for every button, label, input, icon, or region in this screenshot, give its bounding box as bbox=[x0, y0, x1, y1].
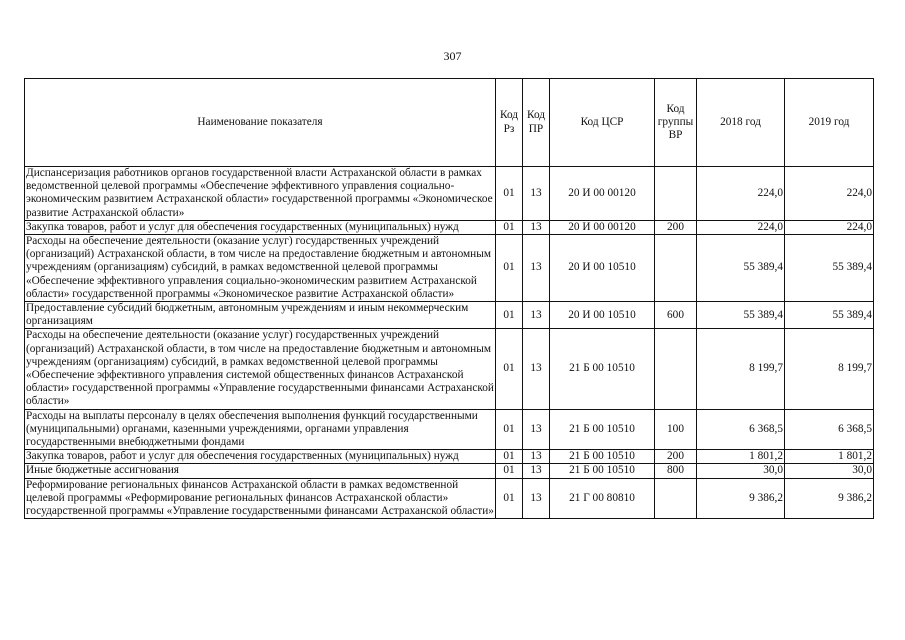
row-rz: 01 bbox=[496, 409, 523, 450]
row-name: Диспансеризация работников органов государственной власти Астраханской области в рамках ведомственной целевой программы «Обеспечение эффективного управления социально-экономическим развитием Астраханской области» государственной программы «Экономическое развитие Астраханской области» bbox=[25, 167, 496, 221]
row-2018: 55 389,4 bbox=[697, 235, 785, 302]
row-csr: 21 Б 00 10510 bbox=[550, 450, 655, 464]
row-rz: 01 bbox=[496, 464, 523, 478]
row-vr: 600 bbox=[655, 302, 697, 329]
row-vr: 200 bbox=[655, 220, 697, 234]
budget-table bbox=[24, 78, 874, 519]
row-rz: 01 bbox=[496, 329, 523, 409]
row-name: Расходы на обеспечение деятельности (оказание услуг) государственных учреждений (организаций) Астраханской области, в том числе на предоставление бюджетным и автономным учреждениям (организациям) субсидий, в рамках ведомственной целевой программы «Обеспечение эффективного управления социально-экономическим развитием Астраханской области» государственной программы «Экономическое развитие Астраханской области» bbox=[25, 235, 496, 302]
row-pr: 13 bbox=[523, 220, 550, 234]
header-name: Наименование показателя bbox=[25, 79, 496, 167]
header-2018: 2018 год bbox=[697, 79, 785, 167]
row-2019: 224,0 bbox=[785, 167, 874, 221]
header-pr: Код ПР bbox=[523, 79, 550, 167]
row-2019: 224,0 bbox=[785, 220, 874, 234]
row-rz: 01 bbox=[496, 478, 523, 519]
table-row bbox=[25, 220, 874, 234]
row-2018: 30,0 bbox=[697, 464, 785, 478]
table-row bbox=[25, 235, 874, 302]
header-rz: Код Рз bbox=[496, 79, 523, 167]
row-csr: 20 И 00 10510 bbox=[550, 235, 655, 302]
row-rz: 01 bbox=[496, 235, 523, 302]
row-name: Предоставление субсидий бюджетным, автономным учреждениям и иным некоммерческим организациям bbox=[25, 302, 496, 329]
row-csr: 20 И 00 10510 bbox=[550, 302, 655, 329]
row-csr: 21 Б 00 10510 bbox=[550, 409, 655, 450]
row-pr: 13 bbox=[523, 409, 550, 450]
row-2018: 9 386,2 bbox=[697, 478, 785, 519]
row-name: Закупка товаров, работ и услуг для обеспечения государственных (муниципальных) нужд bbox=[25, 220, 496, 234]
row-2018: 8 199,7 bbox=[697, 329, 785, 409]
table-row bbox=[25, 167, 874, 221]
row-2018: 224,0 bbox=[697, 220, 785, 234]
table-row bbox=[25, 464, 874, 478]
row-vr bbox=[655, 478, 697, 519]
row-vr: 800 bbox=[655, 464, 697, 478]
table-header-row bbox=[25, 79, 874, 167]
row-2018: 224,0 bbox=[697, 167, 785, 221]
row-2019: 8 199,7 bbox=[785, 329, 874, 409]
table-row bbox=[25, 450, 874, 464]
row-2018: 55 389,4 bbox=[697, 302, 785, 329]
row-pr: 13 bbox=[523, 450, 550, 464]
row-name: Расходы на выплаты персоналу в целях обеспечения выполнения функций государственными (муниципальными) органами, казенными учреждениями, органами управления государственными внебюджетными фондами bbox=[25, 409, 496, 450]
header-csr: Код ЦСР bbox=[550, 79, 655, 167]
row-csr: 21 Г 00 80810 bbox=[550, 478, 655, 519]
row-rz: 01 bbox=[496, 220, 523, 234]
page-number: 307 bbox=[443, 49, 462, 63]
row-csr: 20 И 00 00120 bbox=[550, 167, 655, 221]
row-name: Закупка товаров, работ и услуг для обеспечения государственных (муниципальных) нужд bbox=[25, 450, 496, 464]
row-vr: 100 bbox=[655, 409, 697, 450]
row-2019: 6 368,5 bbox=[785, 409, 874, 450]
row-2019: 9 386,2 bbox=[785, 478, 874, 519]
row-pr: 13 bbox=[523, 464, 550, 478]
row-csr: 21 Б 00 10510 bbox=[550, 464, 655, 478]
row-rz: 01 bbox=[496, 167, 523, 221]
table-row bbox=[25, 302, 874, 329]
row-csr: 21 Б 00 10510 bbox=[550, 329, 655, 409]
row-vr bbox=[655, 329, 697, 409]
table-row bbox=[25, 478, 874, 519]
header-2019: 2019 год bbox=[785, 79, 874, 167]
row-2018: 6 368,5 bbox=[697, 409, 785, 450]
row-vr bbox=[655, 167, 697, 221]
row-name: Реформирование региональных финансов Астраханской области в рамках ведомственной целевой программы «Реформирование региональных финансов Астраханской области» государственной программы «Управление государственными финансами Астраханской области» bbox=[26, 478, 494, 518]
row-pr: 13 bbox=[523, 302, 550, 329]
header-vr: Код группы ВР bbox=[655, 79, 697, 167]
table-row bbox=[25, 329, 874, 409]
row-vr: 200 bbox=[655, 450, 697, 464]
row-name: Расходы на обеспечение деятельности (оказание услуг) государственных учреждений (организаций) Астраханской области, в том числе на предоставление бюджетным и автономным учреждениям (организациям) субсидий, в рамках ведомственной целевой программы «Обеспечение эффективного управления системой общественных финансов Астраханской области» государственной программы «Управление государственными финансами Астраханской области» bbox=[26, 329, 494, 408]
row-pr: 13 bbox=[523, 478, 550, 519]
row-name: Иные бюджетные ассигнования bbox=[25, 464, 496, 478]
row-2019: 1 801,2 bbox=[785, 450, 874, 464]
row-rz: 01 bbox=[496, 450, 523, 464]
row-2018: 1 801,2 bbox=[697, 450, 785, 464]
row-2019: 55 389,4 bbox=[785, 235, 874, 302]
row-vr bbox=[655, 235, 697, 302]
table-row bbox=[25, 409, 874, 450]
row-2019: 55 389,4 bbox=[785, 302, 874, 329]
row-pr: 13 bbox=[523, 167, 550, 221]
row-2019: 30,0 bbox=[785, 464, 874, 478]
row-rz: 01 bbox=[496, 302, 523, 329]
row-pr: 13 bbox=[523, 329, 550, 409]
row-pr: 13 bbox=[523, 235, 550, 302]
row-csr: 20 И 00 00120 bbox=[550, 220, 655, 234]
